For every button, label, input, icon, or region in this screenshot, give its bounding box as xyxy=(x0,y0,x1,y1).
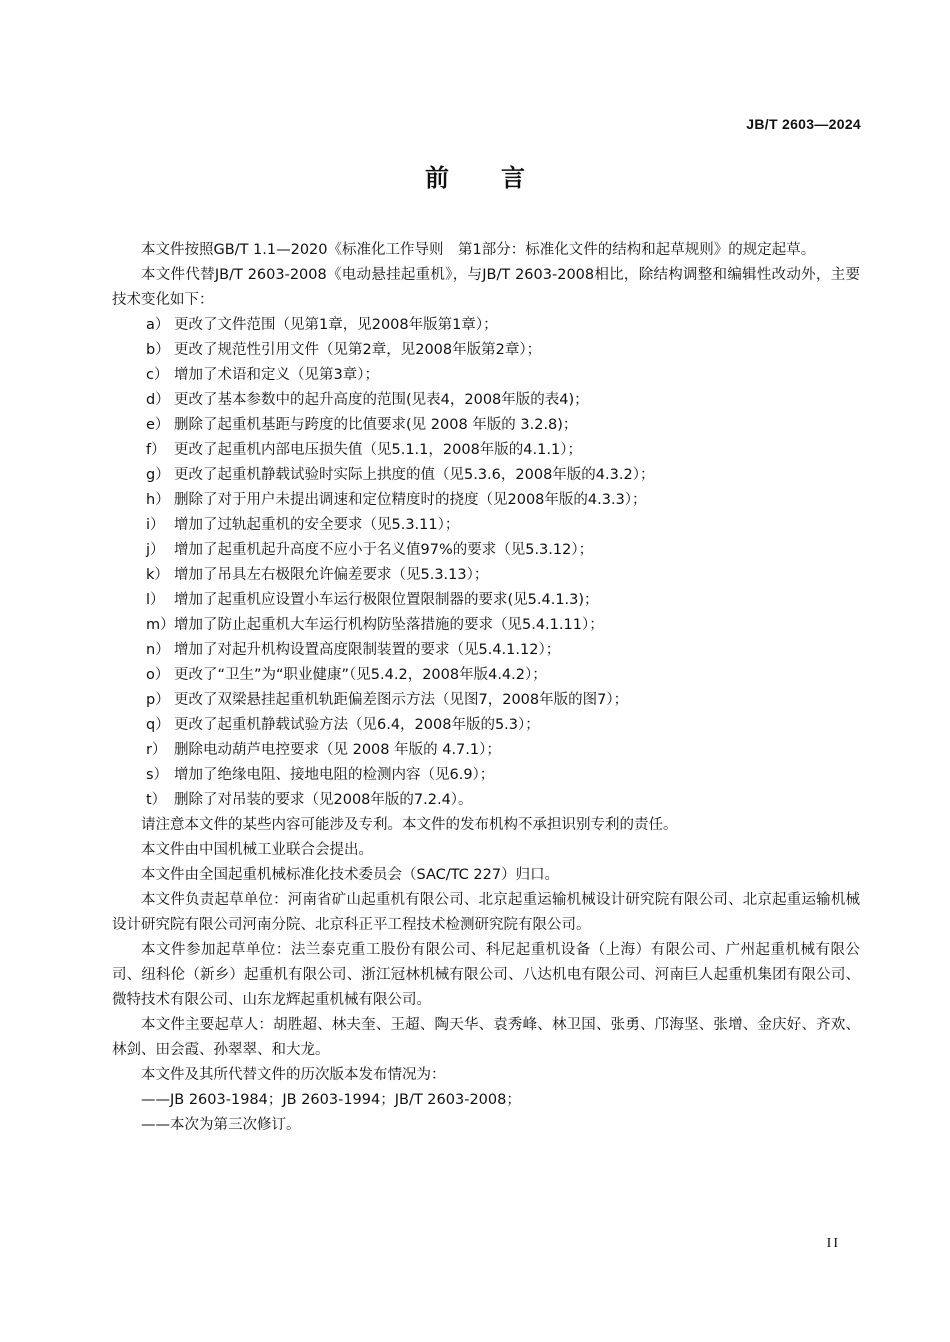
list-item-letter: h） xyxy=(146,492,170,508)
list-item-letter: n） xyxy=(146,642,170,658)
list-item-text: 更改了规范性引用文件（见第2章，见2008年版第2章）； xyxy=(174,342,542,358)
list-item-text: 增加了防止起重机大车运行机构防坠落措施的要求（见5.4.1.11）； xyxy=(174,617,604,633)
drafting-rule-paragraph: 本文件按照GB/T 1.1—2020《标准化工作导则 第1部分：标准化文件的结构和起草规则》的规定起草。 xyxy=(141,242,816,258)
list-item xyxy=(112,688,860,713)
list-item-letter: f） xyxy=(146,442,166,458)
main-drafters: 本文件主要起草人：胡胜超、林夫奎、王超、陶天华、袁秀峰、林卫国、张勇、邝海坚、张增、金庆好、齐欢、林剑、田会霞、孙翠翠、和大龙。 xyxy=(112,1017,860,1058)
list-item xyxy=(112,338,860,363)
list-item-letter: l） xyxy=(146,592,165,608)
history-item: ——JB 2603-1984；JB 2603-1994；JB/T 2603-2008； xyxy=(141,1092,521,1108)
list-item xyxy=(112,413,860,438)
list-item xyxy=(112,463,860,488)
list-item xyxy=(112,563,860,588)
list-item-text: 更改了文件范围（见第1章，见2008年版第1章）； xyxy=(174,317,498,333)
list-item-letter: i） xyxy=(146,517,165,533)
list-item xyxy=(112,588,860,613)
list-item xyxy=(112,738,860,763)
list-item xyxy=(112,313,860,338)
list-item-text: 删除电动葫芦电控要求（见 2008 年版的 4.7.1）； xyxy=(174,742,501,758)
list-item-letter: k） xyxy=(146,567,169,583)
standard-code: JB/T 2603—2024 xyxy=(746,116,861,132)
proposed-by: 本文件由中国机械工业联合会提出。 xyxy=(141,842,373,858)
foreword-body xyxy=(112,238,860,1138)
participating-drafting-units: 本文件参加起草单位：法兰泰克重工股份有限公司、科尼起重机设备（上海）有限公司、广州起重机械有限公司、纽科伦（新乡）起重机有限公司、浙江冠林机械有限公司、八达机电有限公司、河南巨人起重机集团有限公司、微特技术有限公司、山东龙辉起重机械有限公司。 xyxy=(112,942,860,1008)
list-item-letter: a） xyxy=(146,317,170,333)
list-item-text: 增加了起重机起升高度不应小于名义值97%的要求（见5.3.12）； xyxy=(174,542,594,558)
list-item-letter: e） xyxy=(146,417,170,433)
lead-drafting-units: 本文件负责起草单位：河南省矿山起重机有限公司、北京起重运输机械设计研究院有限公司、北京起重运输机械设计研究院有限公司河南分院、北京科正平工程技术检测研究院有限公司。 xyxy=(112,892,860,933)
history-intro: 本文件及其所代替文件的历次版本发布情况为： xyxy=(141,1067,446,1083)
list-item-text: 增加了对起升机构设置高度限制装置的要求（见5.4.1.12）； xyxy=(174,642,561,658)
list-item-text: 增加了术语和定义（见第3章）； xyxy=(174,367,379,383)
technical-changes-list xyxy=(112,313,860,813)
list-item xyxy=(112,663,860,688)
list-item-letter: q） xyxy=(146,717,170,733)
page-title: 前言 xyxy=(425,164,577,192)
list-item xyxy=(112,713,860,738)
patent-notice: 请注意本文件的某些内容可能涉及专利。本文件的发布机构不承担识别专利的责任。 xyxy=(141,817,678,833)
history-item: ——本次为第三次修订。 xyxy=(141,1117,301,1133)
list-item-text: 更改了起重机静载试验方法（见6.4，2008年版的5.3）； xyxy=(174,717,540,733)
list-item-letter: g） xyxy=(146,467,170,483)
list-item xyxy=(112,388,860,413)
list-item xyxy=(112,363,860,388)
page-number: II xyxy=(826,1236,840,1251)
list-item-text: 删除了对于用户未提出调速和定位精度时的挠度（见2008年版的4.3.3）； xyxy=(174,492,647,508)
list-item-text: 更改了起重机内部电压损失值（见5.1.1，2008年版的4.1.1）； xyxy=(174,442,582,458)
list-item-letter: p） xyxy=(146,692,170,708)
list-item xyxy=(112,763,860,788)
list-item xyxy=(112,788,860,813)
list-item-text: 更改了基本参数中的起升高度的范围(见表4，2008年版的表4)； xyxy=(174,392,589,408)
list-item-letter: o） xyxy=(146,667,170,683)
list-item xyxy=(112,613,860,638)
managed-by: 本文件由全国起重机械标准化技术委员会（SAC/TC 227）归口。 xyxy=(141,867,560,883)
list-item-text: 更改了“卫生”为“职业健康”（见5.4.2，2008年版4.4.2）； xyxy=(174,667,547,683)
list-item-letter: c） xyxy=(146,367,169,383)
list-item-letter: s） xyxy=(146,767,169,783)
list-item-letter: j） xyxy=(146,542,165,558)
replacement-paragraph: 本文件代替JB/T 2603-2008《电动悬挂起重机》，与JB/T 2603-2008相比，除结构调整和编辑性改动外，主要技术变化如下： xyxy=(112,267,860,308)
list-item-letter: m） xyxy=(146,617,175,633)
list-item xyxy=(112,638,860,663)
list-item-text: 删除了起重机基距与跨度的比值要求(见 2008 年版的 3.2.8)； xyxy=(174,417,578,433)
list-item-letter: r） xyxy=(146,742,167,758)
list-item xyxy=(112,513,860,538)
list-item xyxy=(112,538,860,563)
list-item-text: 增加了过轨起重机的安全要求（见5.3.11）； xyxy=(174,517,460,533)
list-item-text: 删除了对吊装的要求（见2008年版的7.2.4）。 xyxy=(174,792,473,808)
list-item-letter: t） xyxy=(146,792,167,808)
list-item-text: 增加了起重机应设置小车运行极限位置限制器的要求(见5.4.1.3)； xyxy=(174,592,599,608)
list-item xyxy=(112,438,860,463)
list-item-text: 更改了双梁悬挂起重机轨距偏差图示方法（见图7，2008年版的图7）； xyxy=(174,692,629,708)
list-item-letter: d） xyxy=(146,392,170,408)
list-item xyxy=(112,488,860,513)
list-item-text: 增加了吊具左右极限允许偏差要求（见5.3.13）； xyxy=(174,567,489,583)
list-item-letter: b） xyxy=(146,342,170,358)
list-item-text: 更改了起重机静载试验时实际上拱度的值（见5.3.6，2008年版的4.3.2）； xyxy=(174,467,655,483)
list-item-text: 增加了绝缘电阻、接地电阻的检测内容（见6.9）； xyxy=(174,767,495,783)
